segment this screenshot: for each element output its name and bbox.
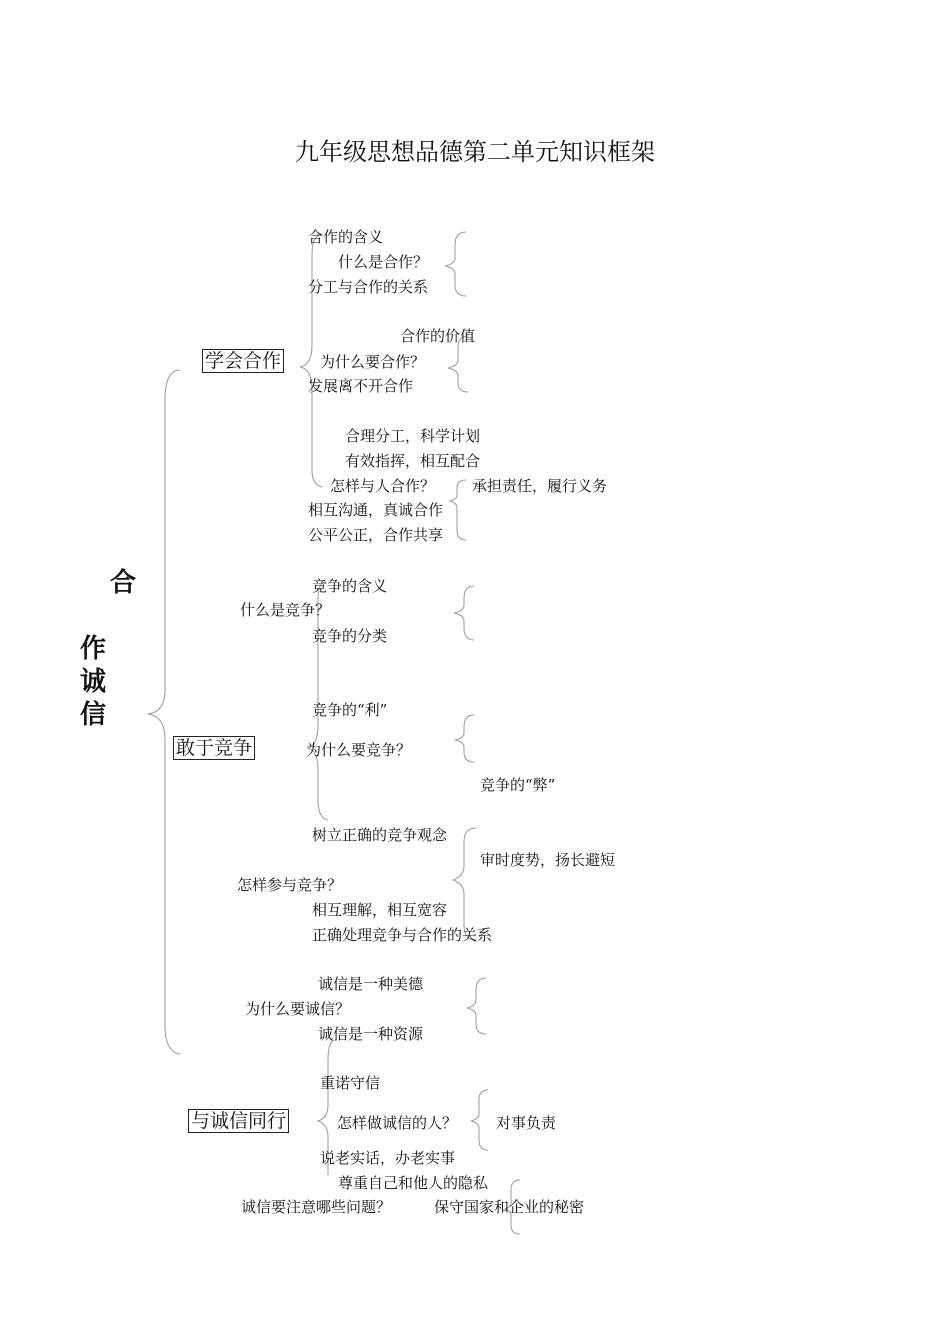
s1-q2-question: 为什么要合作？ [320,353,426,371]
s3-q3-item-1: 尊重自己和他人的隐私 [338,1174,489,1192]
s2-q3-item-4: 正确处理竞争与合作的关系 [312,926,493,944]
s1-q2-item-2: 发展离不开合作 [308,377,414,395]
s1-q3-question: 怎样与人合作？ [330,477,436,495]
s3-q3-item-2: 保守国家和企业的秘密 [434,1198,585,1216]
s2-q3-bracket [453,828,476,940]
s3-q1-item-1: 诚信是一种美德 [318,975,424,993]
s2-q3-question: 怎样参与竞争？ [237,876,343,894]
s2-q1-question: 什么是竞争？ [240,601,331,619]
root-topic-char-2: 诚 [80,667,107,697]
s3-q1-question: 为什么要诚信？ [245,1000,351,1018]
s2-q1-item-2: 竞争的分类 [312,627,388,645]
s2-q2-item-1: 竞争的“利” [312,701,388,719]
s1-q3-item-3: 承担责任，履行义务 [472,477,608,495]
root-topic-char-1: 作 [80,634,107,664]
s3-q2-question: 怎样做诚信的人？ [337,1114,458,1132]
section-label-dare-to-compete: 敢于竞争 [173,736,255,760]
s2-q2-item-2: 竞争的“弊” [480,776,556,794]
s1-q3-item-4: 相互沟通，真诚合作 [308,501,444,519]
s3-q3-question: 诚信要注意哪些问题？ [241,1198,392,1216]
section-label-walk-with-integrity: 与诚信同行 [188,1109,289,1133]
s2-q3-item-1: 树立正确的竞争观念 [312,826,448,844]
s1-q2-item-1: 合作的价值 [400,327,476,345]
s3-q2-item-1: 重诺守信 [320,1074,381,1092]
s1-q3-item-2: 有效指挥，相互配合 [345,452,481,470]
s1-q1-bracket [445,232,466,296]
s2-q2-question: 为什么要竞争？ [306,741,412,759]
s1-bracket [300,235,322,487]
root-topic-char-3: 信 [80,700,107,730]
s1-q1-item-2: 分工与合作的关系 [308,278,429,296]
s3-q2-item-3: 说老实话，办老实事 [320,1149,456,1167]
s1-q1-question: 什么是合作？ [338,253,429,271]
s1-q3-bracket [450,480,466,540]
s3-q1-item-2: 诚信是一种资源 [318,1025,424,1043]
page-title: 九年级思想品德第二单元知识框架 [295,138,655,166]
s2-q3-item-2: 审时度势，扬长避短 [480,851,616,869]
root-topic-top: 合 [110,568,137,598]
s2-q2-bracket [455,715,474,762]
s1-q1-item-1: 合作的含义 [308,228,384,246]
root-bracket [148,370,180,1054]
s2-q3-item-3: 相互理解，相互宽容 [312,901,448,919]
s2-q1-item-1: 竞争的含义 [312,577,388,595]
s3-q1-bracket [467,978,486,1034]
s3-q2-item-2: 对事负责 [496,1114,557,1132]
s1-q3-item-1: 合理分工，科学计划 [345,427,481,445]
section-label-learn-cooperation: 学会合作 [202,349,284,373]
s2-q1-bracket [454,586,474,640]
s3-q2-bracket [471,1090,488,1150]
s1-q3-item-5: 公平公正，合作共享 [308,526,444,544]
